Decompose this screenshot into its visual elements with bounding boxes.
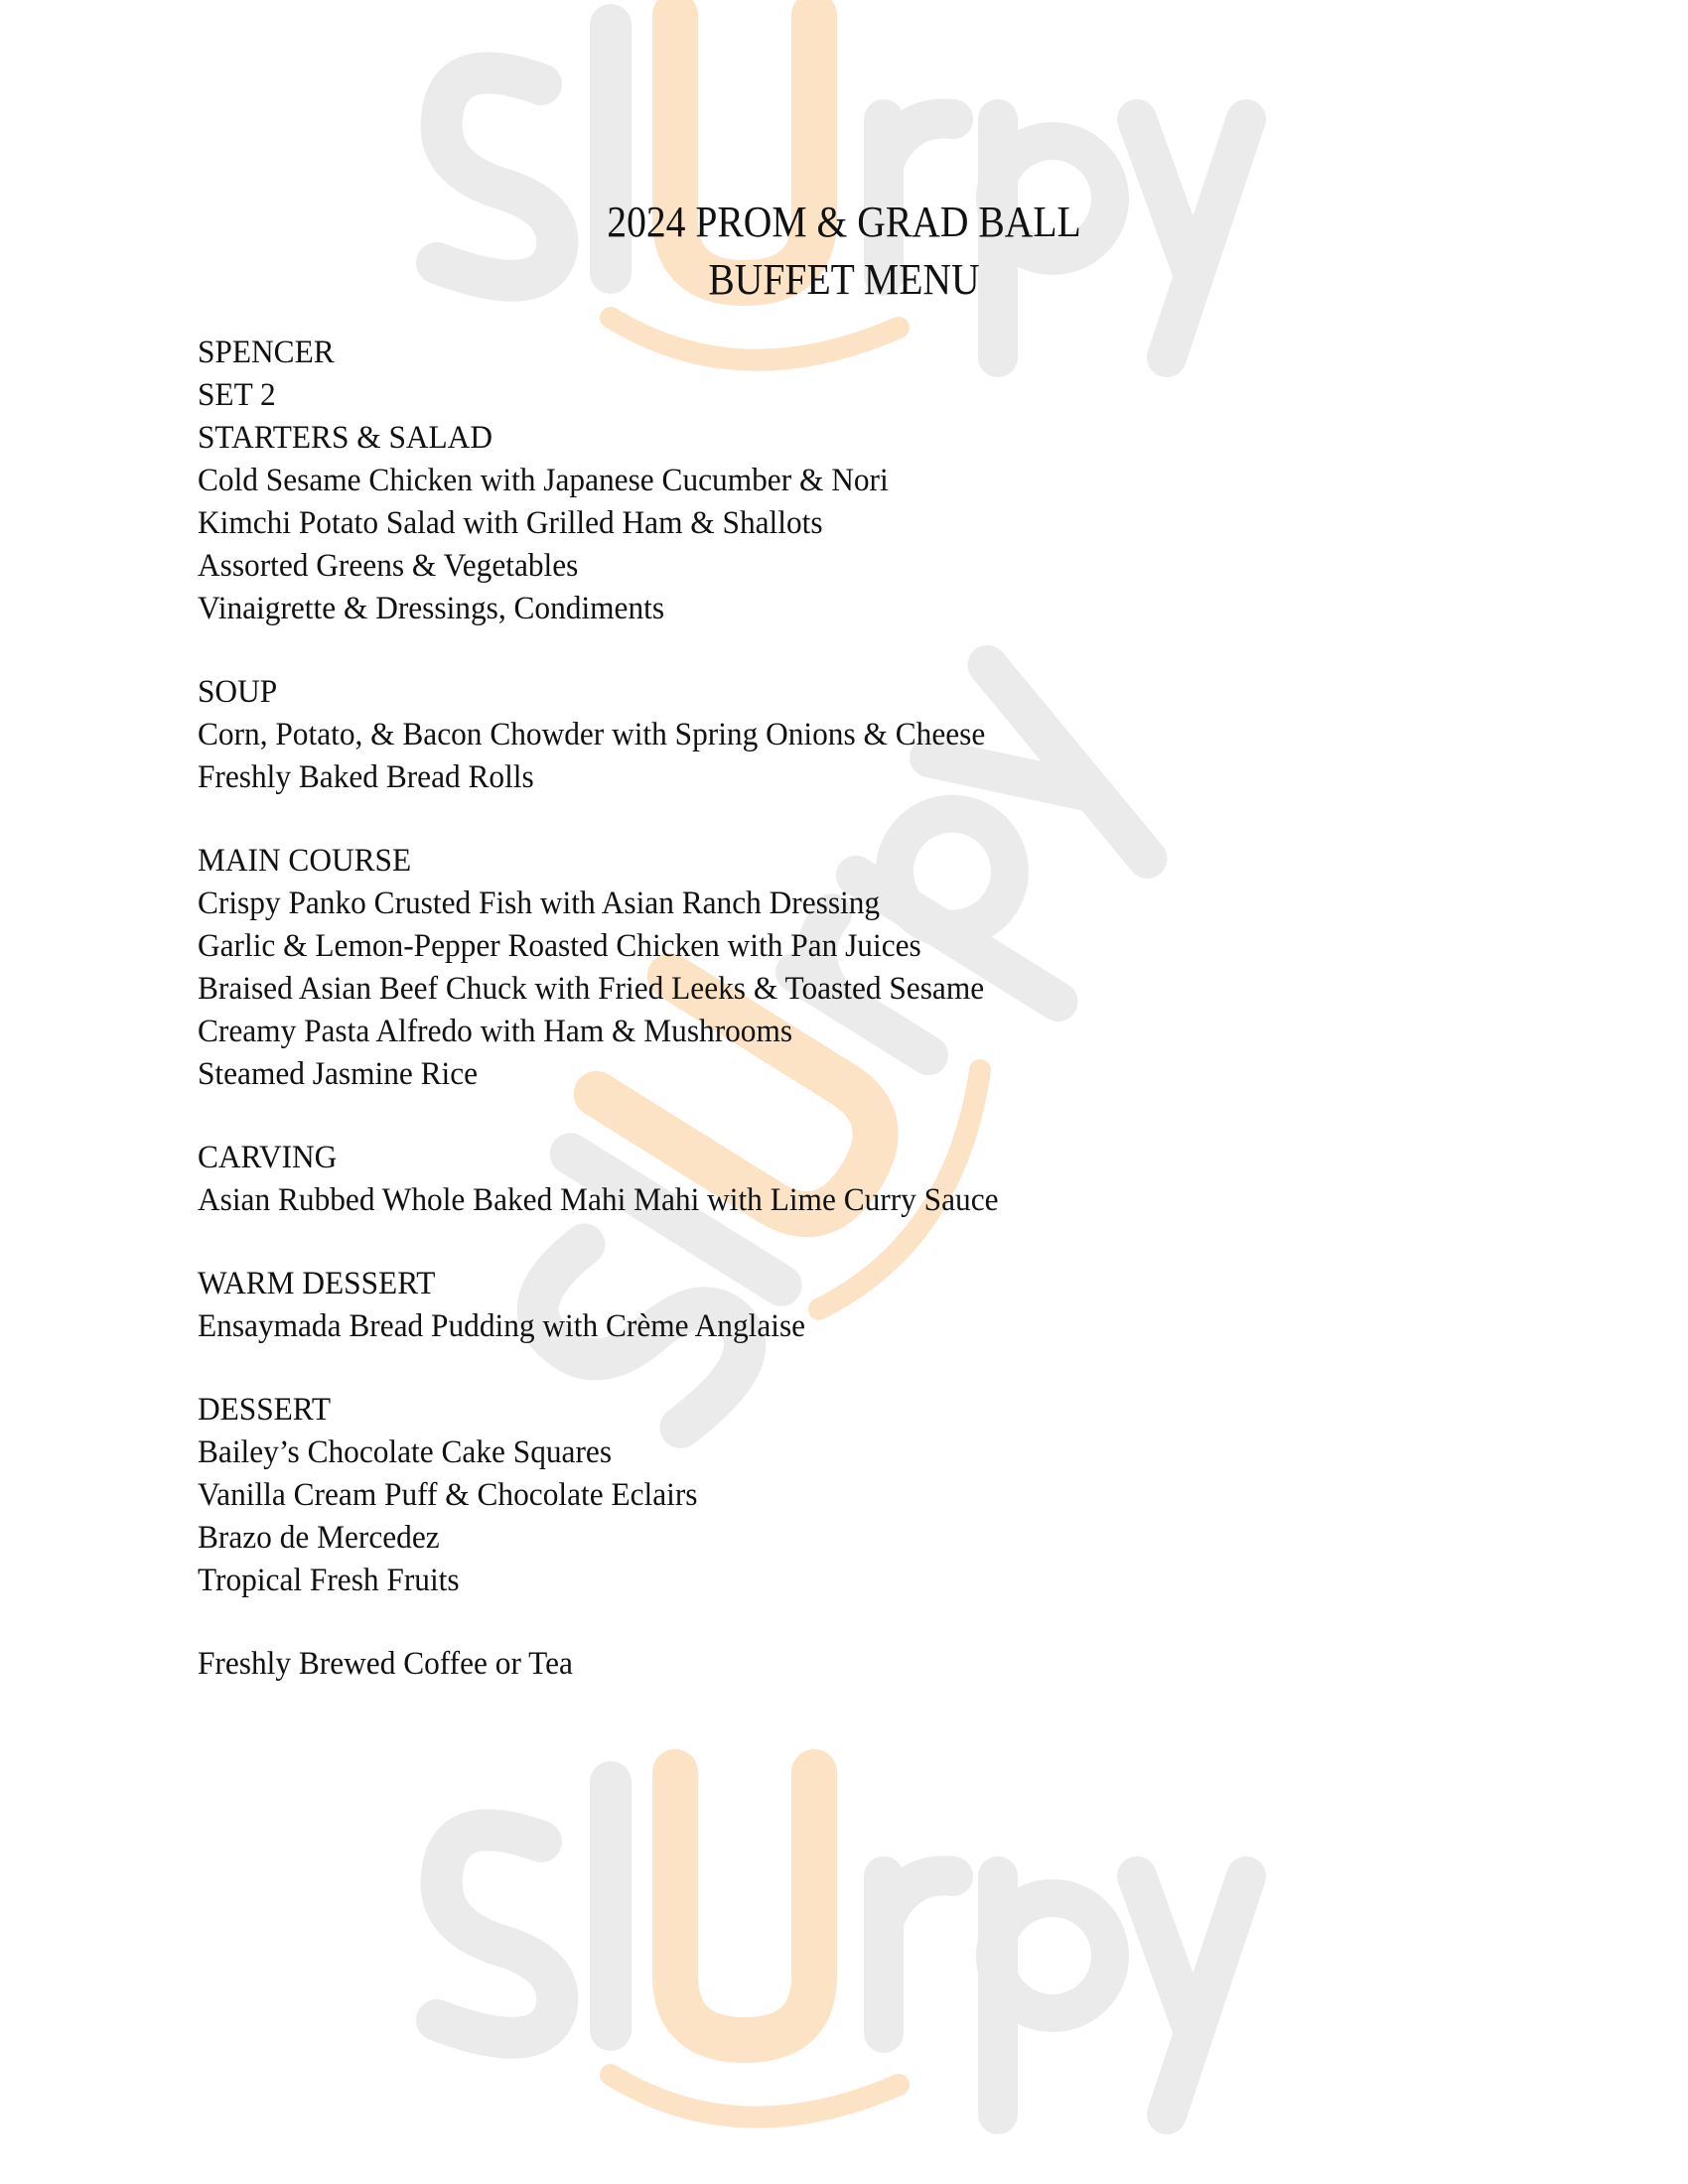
menu-item: Cold Sesame Chicken with Japanese Cucumber & Nori bbox=[198, 463, 889, 498]
section-heading: STARTERS & SALAD bbox=[198, 420, 492, 456]
menu-item: Vanilla Cream Puff & Chocolate Eclairs bbox=[198, 1477, 698, 1513]
beverage-line: Freshly Brewed Coffee or Tea bbox=[198, 1646, 573, 1682]
menu-item: Crispy Panko Crusted Fish with Asian Ranch Dressing bbox=[198, 886, 881, 921]
menu-item: Vinaigrette & Dressings, Condiments bbox=[198, 591, 665, 626]
section-heading: WARM DESSERT bbox=[198, 1266, 436, 1301]
section-soup bbox=[198, 671, 1041, 799]
menu-item: Kimchi Potato Salad with Grilled Ham & Shallots bbox=[198, 505, 823, 541]
menu-item: Freshly Baked Bread Rolls bbox=[198, 759, 534, 795]
menu-body bbox=[198, 332, 1041, 1686]
menu-item: Asian Rubbed Whole Baked Mahi Mahi with Lime Curry Sauce bbox=[198, 1182, 999, 1218]
section-carving bbox=[198, 1137, 1041, 1222]
title-line-2: BUFFET MENU bbox=[708, 255, 980, 304]
menu-item: Braised Asian Beef Chuck with Fried Leeks & Toasted Sesame bbox=[198, 971, 985, 1007]
menu-item: Bailey’s Chocolate Cake Squares bbox=[198, 1434, 613, 1470]
menu-item: Steamed Jasmine Rice bbox=[198, 1056, 479, 1092]
section-heading: SOUP bbox=[198, 674, 278, 710]
menu-item: Assorted Greens & Vegetables bbox=[198, 548, 579, 584]
menu-item: Creamy Pasta Alfredo with Ham & Mushrooms bbox=[198, 1014, 793, 1049]
watermark-logo-bottom bbox=[437, 1772, 1246, 2117]
title-line-1: 2024 PROM & GRAD BALL bbox=[607, 198, 1081, 246]
section-starters bbox=[198, 417, 1041, 630]
section-heading: MAIN COURSE bbox=[198, 843, 412, 879]
menu-item: Brazo de Mercedez bbox=[198, 1520, 440, 1556]
section-heading: DESSERT bbox=[198, 1392, 331, 1428]
venue-name: SPENCER bbox=[198, 335, 335, 370]
section-heading: CARVING bbox=[198, 1140, 338, 1175]
set-label: SET 2 bbox=[198, 377, 276, 413]
section-main-course bbox=[198, 840, 1041, 1096]
menu-item: Garlic & Lemon-Pepper Roasted Chicken with Pan Juices bbox=[198, 928, 921, 964]
section-dessert bbox=[198, 1389, 1041, 1602]
menu-item: Tropical Fresh Fruits bbox=[198, 1563, 460, 1598]
menu-title bbox=[84, 194, 1604, 309]
menu-item: Ensaymada Bread Pudding with Crème Anglaise bbox=[198, 1308, 806, 1344]
menu-item: Corn, Potato, & Bacon Chowder with Spring Onions & Cheese bbox=[198, 717, 986, 752]
section-warm-dessert bbox=[198, 1263, 1041, 1348]
